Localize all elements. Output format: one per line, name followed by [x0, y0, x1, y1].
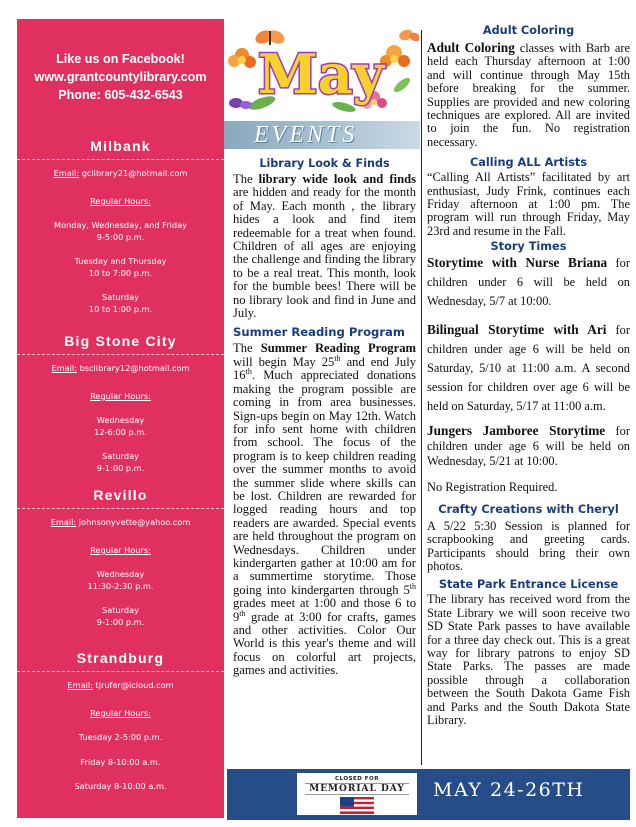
events-label: EVENTS — [254, 122, 358, 148]
events-banner — [224, 121, 420, 149]
hours-days: Saturday 8-10:00 a.m. — [74, 781, 167, 791]
branch-email — [17, 167, 224, 179]
state-park-paragraph: The library has received word from the State Library we will soon receive two SD State Park passes to have available for a three day check out. This is a great way for library patrons to enjoy SD State Parks. The passes are made possible through a collaboration between the South Dakota Game Fish and Parks and the South Dakota State Library. — [427, 592, 630, 727]
branch-strandburg — [17, 648, 224, 806]
adult-coloring-paragraph: Adult Coloring classes with Barb are held each Thursday afternoon at 1:00 and will continue through May 15th before breaking for the summer. Supplies are provided and new coloring techniques are explored. All are invited to join the fun. No registration necessary. — [427, 40, 630, 149]
hours-list — [17, 569, 224, 628]
hours-list — [17, 732, 224, 793]
hours-time: 10 to 1:00 p.m. — [88, 303, 153, 314]
regular-hours-label: Regular Hours: — [90, 196, 151, 206]
branch-milbank — [17, 136, 224, 328]
hours-days: Tuesday 2-5:00 p.m. — [78, 732, 163, 742]
look-finds-paragraph: The library wide look and finds are hidden and ready for the month of May. Each month , the library hides a look and find item redeemable for a treat when found. Children of all ages are enjoying the challenge and finding the library to be a real treat. This month, look for the bumble bees! There will be no library look and find in June and July. — [233, 172, 416, 321]
email-label: Email: — [53, 168, 80, 178]
calling-artists-heading: Calling ALL Artists — [469, 156, 588, 170]
state-park-heading: State Park Entrance License — [438, 578, 619, 592]
hours-time: 11:30-2:30 p.m. — [87, 580, 154, 591]
divider — [17, 508, 224, 509]
hours-days: Monday, Wednesday, and Friday — [54, 220, 187, 230]
closed-for-text: CLOSED FOR — [335, 776, 379, 782]
column-divider — [421, 30, 422, 765]
branch-name: Revillo — [93, 487, 148, 503]
email-address[interactable]: bsclibrary12@hotmail.com — [79, 363, 190, 373]
email-address[interactable]: johnsonyvette@yahoo.com — [78, 517, 191, 527]
regular-hours-label: Regular Hours: — [90, 545, 151, 555]
website-link[interactable]: www.grantcountylibrary.com — [34, 70, 207, 84]
contact-block — [17, 50, 224, 104]
storytime-bilingual: Bilingual Storytime with Ari for children under age 6 will be held on Saturday, 5/10 at 11:00 a.m. A second session for children over age 6 will be held on Saturday, 5/17 at 11:00 a.m. — [427, 322, 630, 414]
email-address[interactable]: tjrufer@icloud.com — [95, 680, 174, 690]
email-address[interactable]: gclibrary21@hotmail.com — [81, 168, 188, 178]
divider — [17, 671, 224, 672]
regular-hours-label: Regular Hours: — [90, 708, 151, 718]
storytime-jungers-jamboree: Jungers Jamboree Storytime for children under age 6 will be held on Wednesday, 5/21 at 10:00. — [427, 423, 631, 469]
branch-name: Strandburg — [76, 650, 165, 666]
memorial-day-card — [297, 773, 417, 815]
regular-hours-label: Regular Hours: — [90, 391, 151, 401]
hours-list — [17, 415, 224, 474]
summer-reading-paragraph: The Summer Reading Program will begin May 25th and end July 16th. Much appreciated donations making the program possible are coming in from area businesses. Sign-ups begin on May 12th. Watch for info sent home with children from school. The focus of the program is to keep children reading over the summer months to avoid the summer slide where skills can be lost. Children are rewarded for logged reading hours and top readers are awarded. Special events are held throughout the program on Wednesdays. Children under kindergarten gather at 10:00 am for a summertime storytime. Those going into kindergarten through 5th grades meet at 1:00 and those 6 to 9th grade at 3:00 for crafts, games and other activities. Color Our World is this year's theme and will focus on colorful art projects, games and activities. — [233, 341, 416, 678]
hours-time: 9-1:00 p.m. — [96, 616, 145, 627]
memorial-day-text: MEMORIAL DAY — [305, 783, 409, 795]
butterfly-icon — [229, 98, 252, 109]
facebook-text: Like us on Facebook! — [56, 52, 185, 66]
email-label: Email: — [51, 363, 77, 373]
branch-email — [17, 516, 224, 528]
email-label: Email: — [67, 680, 93, 690]
middle-column — [233, 157, 416, 678]
divider — [17, 354, 224, 355]
hours-days: Saturday — [102, 605, 139, 615]
branch-email — [17, 362, 224, 374]
may-logo-image — [224, 25, 419, 120]
storytime-nurse-briana: Storytime with Nurse Briana for children under 6 will be held on Wednesday, 5/7 at 10:00. — [427, 255, 630, 309]
hours-time: 12-6:00 p.m. — [94, 426, 147, 437]
hours-days: Friday 8-10:00 a.m. — [80, 756, 161, 767]
hours-days: Wednesday — [96, 569, 145, 579]
hours-days: Saturday — [102, 292, 139, 302]
branch-revillo — [17, 485, 224, 641]
crafty-creations-paragraph: A 5/22 5:30 Session is planned for scrapbooking and greeting cards. Participants should bring their own photos. — [427, 518, 630, 573]
butterfly-icon — [398, 28, 419, 43]
hours-days: Tuesday and Thursday — [74, 256, 167, 266]
flower-icon — [380, 45, 410, 67]
hours-days: Wednesday — [96, 415, 145, 425]
adult-coloring-heading: Adult Coloring — [482, 24, 575, 37]
flag-icon — [340, 797, 374, 814]
flower-icon — [228, 48, 256, 68]
email-label: Email: — [50, 517, 77, 527]
hours-time: 9-1:00 p.m. — [96, 462, 145, 473]
divider — [17, 159, 224, 160]
right-column — [427, 24, 630, 727]
calling-artists-paragraph: “Calling All Artists” facilitated by art enthusiast, Judy Frink, continues each Friday afternoon at 1:00 pm. The program will run through Friday, May 23rd and resume in the Fall. — [427, 170, 630, 238]
branch-name: Milbank — [90, 138, 151, 154]
summer-reading-heading: Summer Reading Program — [233, 325, 405, 340]
crafty-creations-heading: Crafty Creations with Cheryl — [438, 502, 619, 516]
hours-time: 10 to 7:00 p.m. — [88, 267, 153, 278]
hours-days: Saturday — [102, 451, 139, 461]
story-times-heading: Story Times — [490, 240, 567, 254]
hours-list — [17, 220, 224, 315]
hours-time: 9-5:00 p.m. — [96, 231, 145, 242]
branch-big-stone-city — [17, 331, 224, 487]
closure-dates: MAY 24-26TH — [433, 779, 585, 801]
phone-number: Phone: 605-432-6543 — [58, 88, 183, 102]
sidebar-panel — [17, 19, 224, 818]
look-finds-heading: Library Look & Finds — [259, 157, 390, 170]
no-registration-note: No Registration Required. — [427, 480, 558, 495]
may-logo-text: May — [257, 42, 385, 106]
branch-email — [17, 679, 224, 691]
branch-name: Big Stone City — [64, 333, 177, 349]
